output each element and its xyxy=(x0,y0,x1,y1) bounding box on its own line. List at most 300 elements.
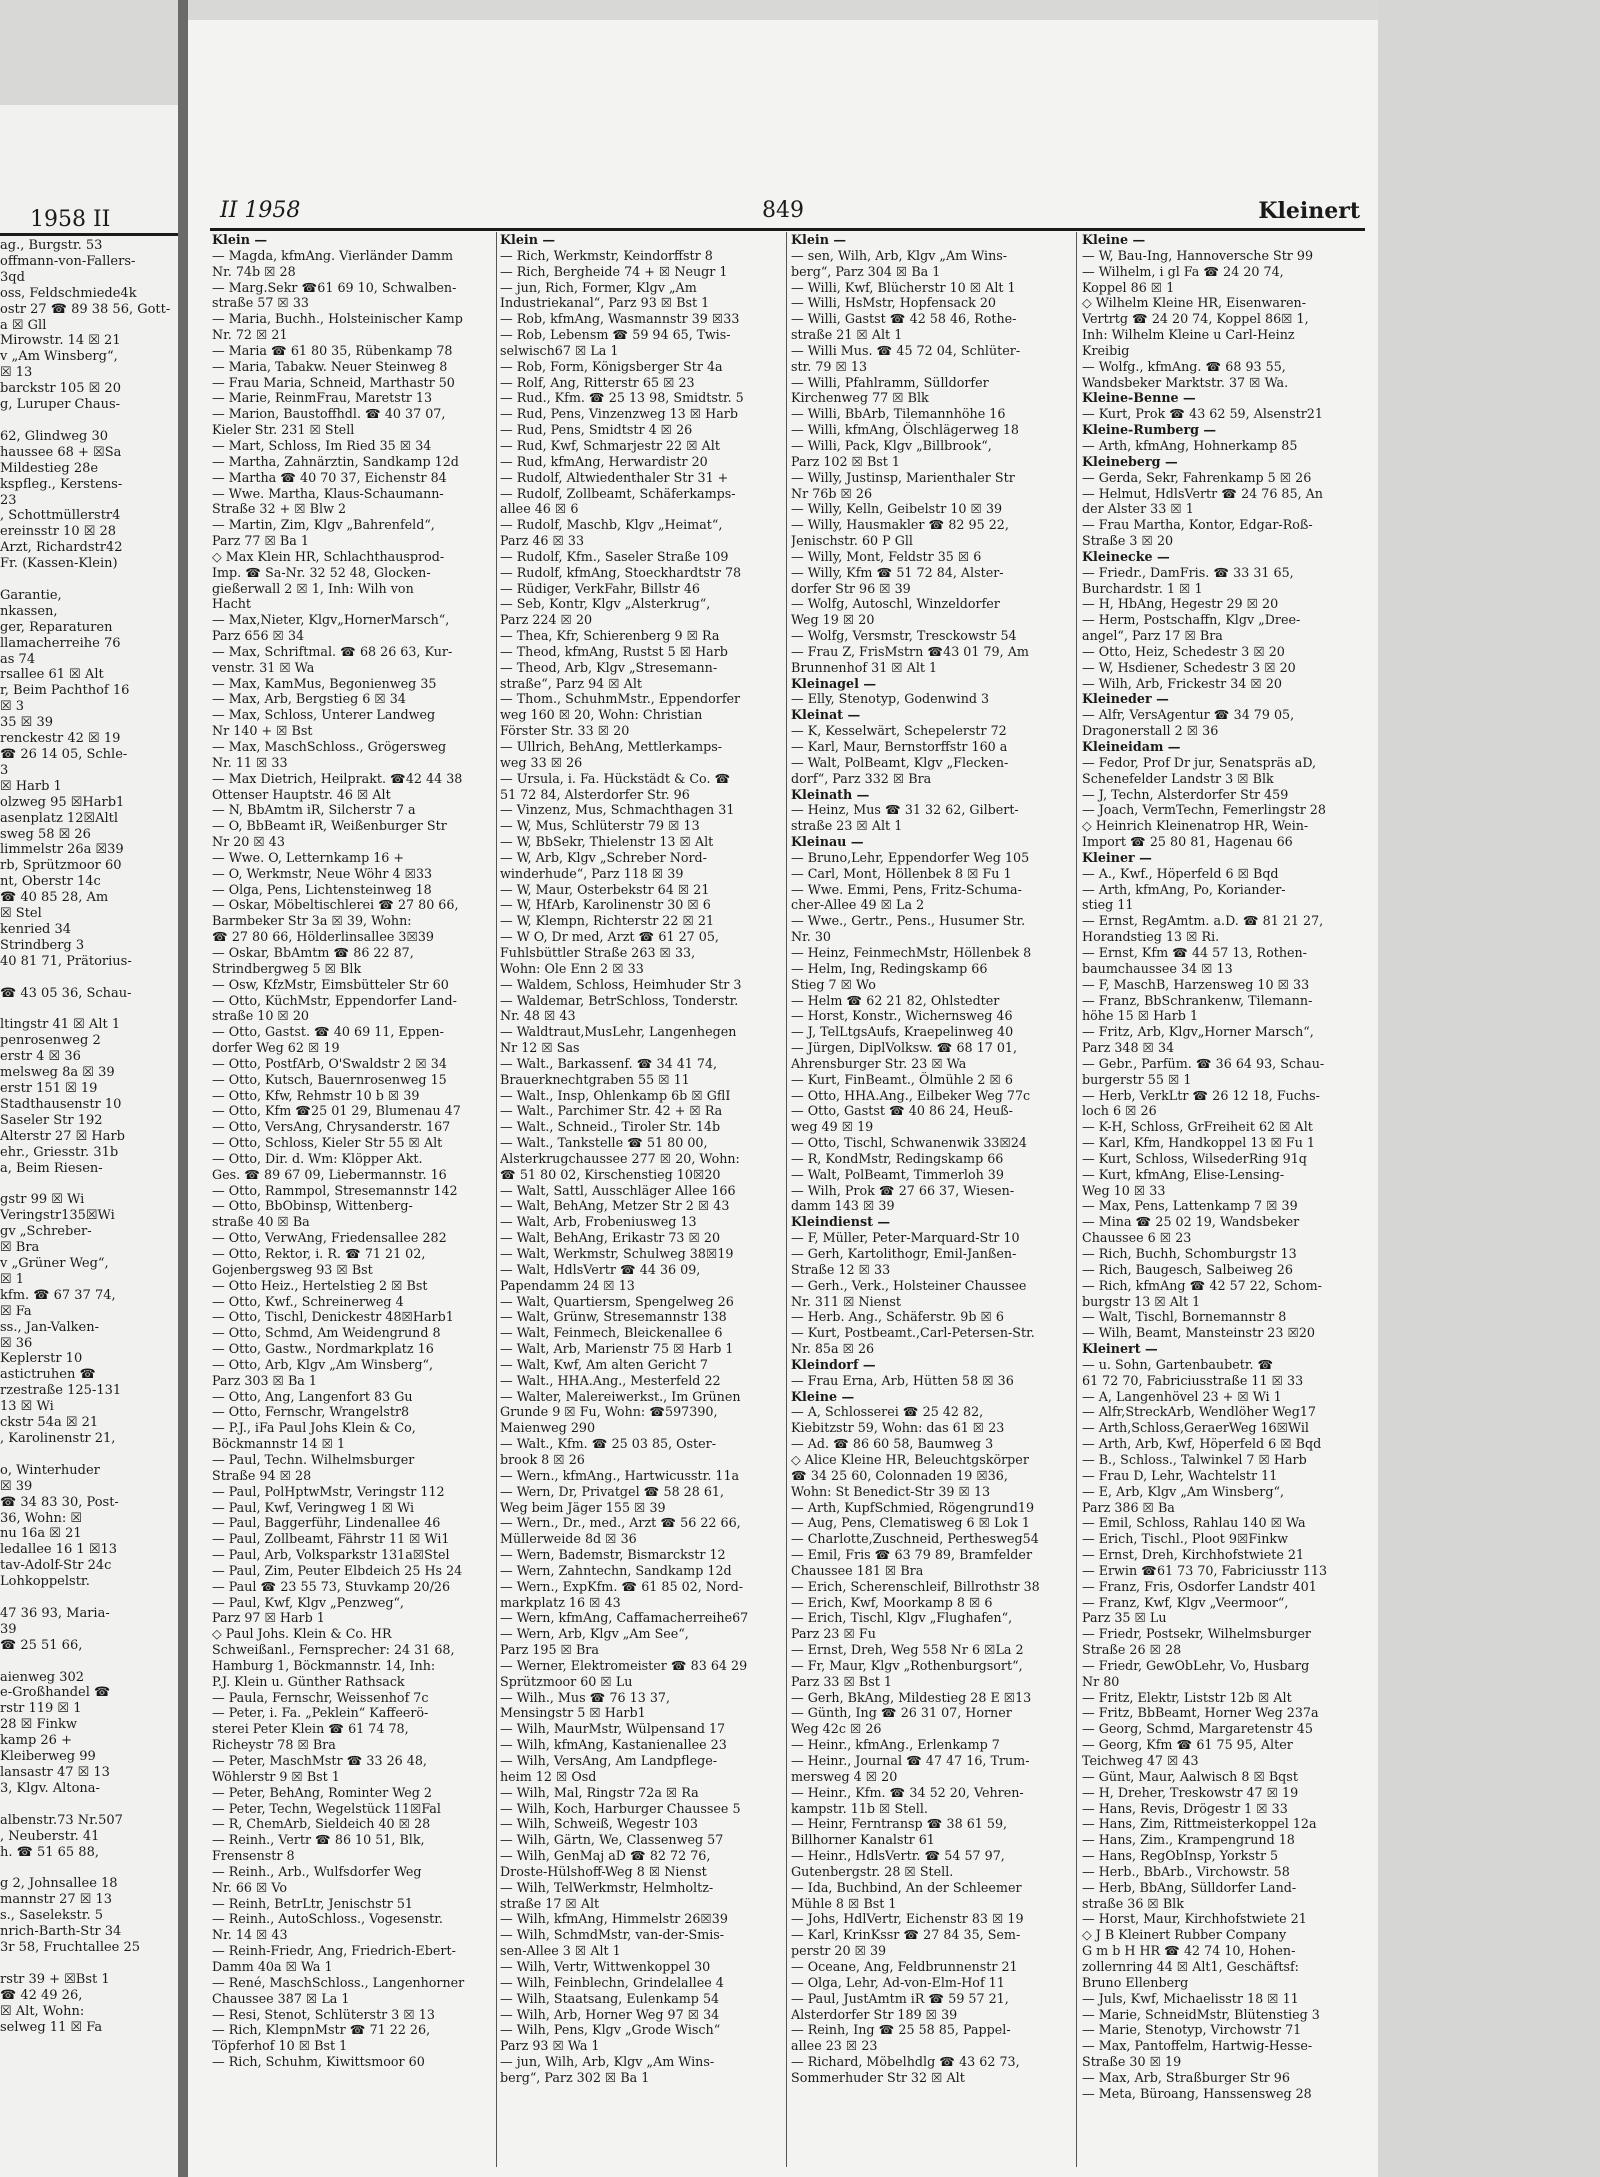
facing-page-line: ☒ 1 xyxy=(0,1271,25,1287)
facing-page-line: nt, Oberstr 14c xyxy=(0,874,101,890)
directory-entry: berg“, Parz 304 ☒ Ba 1 xyxy=(791,263,941,279)
directory-entry: Kleindienst — xyxy=(791,1214,891,1230)
directory-entry: — Friedr, GewObLehr, Vo, Husbarg xyxy=(1082,1657,1310,1673)
facing-page-line: aienweg 302 xyxy=(0,1669,85,1685)
directory-entry: Klein — xyxy=(791,232,847,247)
directory-entry: — Thea, Kfr, Schierenberg 9 ☒ Ra xyxy=(500,628,720,644)
facing-page-line xyxy=(0,1956,178,1972)
directory-entry: — Willi, BbArb, Tilemannhöhe 16 xyxy=(791,406,1006,422)
directory-entry: — Paula, Fernschr, Weissenhof 7c xyxy=(212,1689,429,1705)
facing-page-line: oss, Feldschmiede4k xyxy=(0,285,137,301)
facing-page-line: rzestraße 125-131 xyxy=(0,1383,122,1399)
facing-page-line: Arzt, Richardstr42 xyxy=(0,540,123,556)
running-header-keyword: Kleinert xyxy=(1258,198,1360,224)
directory-entry: — Gerh, Kartolithogr, Emil-Janßen- xyxy=(791,1246,1017,1261)
directory-entry: — Otto, Schloss, Kieler Str 55 ☒ Alt xyxy=(212,1135,443,1151)
directory-entry: — Otto, Fernschr, Wrangelstr8 xyxy=(212,1404,410,1420)
facing-page-line: nkassen, xyxy=(0,603,58,619)
directory-entry: dorfer Str 96 ☒ 39 xyxy=(791,580,911,596)
directory-entry: — Willy, Mont, Feldstr 35 ☒ 6 xyxy=(791,548,982,564)
directory-entry: — Wilh, MaurMstr, Wülpensand 17 xyxy=(500,1721,726,1737)
directory-entry: — Walt, HdlsVertr ☎ 44 36 09, xyxy=(500,1261,701,1277)
directory-entry: — Marie, SchneidMstr, Blütenstieg 3 xyxy=(1082,2006,1320,2022)
directory-entry: Parz 656 ☒ 34 xyxy=(212,628,305,644)
facing-page-line: Garantie, xyxy=(0,587,62,603)
directory-entry: — Helmut, HdlsVertr ☎ 24 76 85, An xyxy=(1082,485,1323,501)
directory-entry: — Wolfg, Versmstr, Tresckowstr 54 xyxy=(791,628,1017,644)
directory-entry: — Rob, kfmAng, Wasmannstr 39 ☒33 xyxy=(500,311,740,327)
directory-entry: — Paul, Techn. Wilhelmsburger xyxy=(212,1451,415,1467)
directory-entry: — Wilh, SchmdMstr, van-der-Smis- xyxy=(500,1927,725,1943)
directory-entry: — Frau Z, FrisMstrn ☎43 01 79, Am xyxy=(791,643,1029,659)
directory-entry: — Paul, Zim, Peuter Elbdeich 25 Hs 24 xyxy=(212,1562,463,1578)
directory-entry: P.J. Klein u. Günther Rathsack xyxy=(212,1673,405,1689)
directory-entry: weg 49 ☒ 19 xyxy=(791,1119,874,1135)
directory-entry: — Erich, Tischl, Klgv „Flughafen“, xyxy=(791,1610,1013,1626)
facing-page-line: albenstr.73 Nr.507 xyxy=(0,1812,123,1828)
directory-entry: — Rüdiger, VerkFahr, Billstr 46 xyxy=(500,580,701,596)
directory-entry: — Otto, Gastw., Nordmarkplatz 16 xyxy=(212,1341,434,1357)
directory-entry: gießerwall 2 ☒ 1, Inh: Wilh von xyxy=(212,580,414,596)
directory-entry: — H, HbAng, Hegestr 29 ☒ 20 xyxy=(1082,596,1279,612)
directory-entry: — Willi, kfmAng, Ölschlägerweg 18 xyxy=(791,422,1020,438)
facing-page-line: ☎ 40 85 28, Am xyxy=(0,890,109,906)
directory-entry: — Rudolf, Kfm., Saseler Straße 109 xyxy=(500,548,729,564)
directory-entry: — Wern., kfmAng., Hartwicusstr. 11a xyxy=(500,1467,740,1483)
directory-entry: — Ida, Buchbind, An der Schleemer xyxy=(791,1879,1022,1895)
directory-entry: — Wern, Dr, Privatgel ☎ 58 28 61, xyxy=(500,1483,725,1499)
directory-entry: — Paul, Baggerführ, Lindenallee 46 xyxy=(212,1515,441,1531)
directory-entry: — O, BbBeamt iR, Weißenburger Str xyxy=(212,818,447,834)
directory-entry: — Wilh, Vertr, Wittwenkoppel 30 xyxy=(500,1958,711,1974)
directory-entry: straße 21 ☒ Alt 1 xyxy=(791,327,903,343)
facing-page-line: ostr 27 ☎ 89 38 56, Gott- xyxy=(0,301,171,317)
directory-entry: straße 36 ☒ Blk xyxy=(1082,1895,1184,1911)
directory-entry: — Walt, Kwf, Am alten Gericht 7 xyxy=(500,1356,708,1372)
directory-entry: — Reinh., Vertr ☎ 86 10 51, Blk, xyxy=(212,1832,425,1848)
directory-entry: — Otto, Rammpol, Stresemannstr 142 xyxy=(212,1182,458,1198)
directory-entry: — Herb. Ang., Schäferstr. 9b ☒ 6 xyxy=(791,1309,1004,1325)
facing-page-line: ☒ Alt, Wohn: xyxy=(0,2003,85,2019)
directory-entry: — Wilh, Beamt, Mansteinstr 23 ☒20 xyxy=(1082,1325,1315,1341)
directory-entry: Billhorner Kanalstr 61 xyxy=(791,1832,935,1848)
directory-entry: Stieg 7 ☒ Wo xyxy=(791,976,876,992)
directory-entry: — Martha, Zahnärztin, Sandkamp 12d xyxy=(212,453,459,469)
directory-entry: — Willi, Pack, Klgv „Billbrook“, xyxy=(791,437,992,453)
directory-entry: Müllerweide 8d ☒ 36 xyxy=(500,1531,637,1547)
facing-page-line: melsweg 8a ☒ 39 xyxy=(0,1065,115,1081)
directory-entry: — F, Müller, Peter-Marquard-Str 10 xyxy=(791,1230,1020,1246)
directory-entry: Nr 80 xyxy=(1082,1673,1120,1689)
directory-entry: — Max, Schriftmal. ☎ 68 26 63, Kur- xyxy=(212,643,453,659)
directory-entry: — Otto, VersAng, Chrysanderstr. 167 xyxy=(212,1119,451,1135)
directory-entry: Weg 42c ☒ 26 xyxy=(791,1721,882,1737)
directory-entry: Wandsbeker Marktstr. 37 ☒ Wa. xyxy=(1082,374,1289,390)
directory-entry: Parz 35 ☒ Lu xyxy=(1082,1610,1167,1626)
facing-page-line: v „Grüner Weg“, xyxy=(0,1256,109,1271)
directory-entry: — Max, Pantoffelm, Hartwig-Hesse- xyxy=(1082,2038,1313,2054)
facing-page-line: lansastr 47 ☒ 13 xyxy=(0,1765,110,1780)
directory-entry: — Frau Martha, Kontor, Edgar-Roß- xyxy=(1082,517,1313,533)
directory-entry: kampstr. 11b ☒ Stell. xyxy=(791,1800,928,1816)
directory-entry: — Wwe. O, Letternkamp 16 + xyxy=(212,849,405,865)
directory-entry: Hamburg 1, Böckmannstr. 14, Inh: xyxy=(212,1657,436,1673)
directory-entry: — Waldemar, BetrSchloss, Tonderstr. xyxy=(500,992,739,1008)
directory-entry: Straße 94 ☒ 28 xyxy=(212,1467,312,1483)
facing-page-line: ☎ 26 14 05, Schle- xyxy=(0,747,128,762)
directory-entry: Weg beim Jäger 155 ☒ 39 xyxy=(500,1499,666,1515)
directory-entry: — Wilh, Koch, Harburger Chaussee 5 xyxy=(500,1800,741,1816)
facing-page-line: ☎ 25 51 66, xyxy=(0,1637,83,1653)
directory-entry: — Gebr., Parfüm. ☎ 36 64 93, Schau- xyxy=(1082,1055,1325,1071)
directory-entry: — Willi Mus. ☎ 45 72 04, Schlüter- xyxy=(791,342,1021,358)
directory-entry: höhe 15 ☒ Harb 1 xyxy=(1082,1008,1199,1024)
directory-entry: — Wilh, Staatsang, Eulenkamp 54 xyxy=(500,1990,720,2006)
directory-entry: zollernring 44 ☒ Alt1, Geschäftsf: xyxy=(1082,1958,1299,1974)
directory-column-3 xyxy=(791,232,1071,2167)
directory-entry: ◇ Alice Kleine HR, Beleuchtgskörper xyxy=(791,1451,1029,1467)
directory-entry: — Rudolf, Maschb, Klgv „Heimat“, xyxy=(500,517,723,533)
facing-page-line: haussee 68 + ☒Sa xyxy=(0,444,122,460)
directory-entry: — Peter, MaschMstr ☎ 33 26 48, xyxy=(212,1753,427,1768)
facing-page-text xyxy=(0,238,178,2035)
directory-entry: Straße 30 ☒ 19 xyxy=(1082,2054,1182,2070)
directory-entry: — Wilh, Prok ☎ 27 66 37, Wiesen- xyxy=(791,1182,1015,1198)
directory-entry: — Maria, Buchh., Holsteinischer Kamp xyxy=(212,311,463,327)
facing-page-line xyxy=(0,572,178,588)
directory-entry: — Helm, Ing, Redingskamp 66 xyxy=(791,960,988,976)
facing-page-line: mannstr 27 ☒ 13 xyxy=(0,1892,113,1908)
directory-entry: Alsterkrugchaussee 277 ☒ 20, Wohn: xyxy=(500,1150,740,1166)
directory-entry: — Hans, Zim, Rittmeisterkoppel 12a xyxy=(1082,1816,1317,1832)
directory-entry: — Emil, Schloss, Rahlau 140 ☒ Wa xyxy=(1082,1515,1306,1531)
directory-entry: Imp. ☎ Sa-Nr. 32 52 48, Glocken- xyxy=(212,564,431,580)
directory-entry: — Wolfg., kfmAng. ☎ 68 93 55, xyxy=(1082,358,1286,374)
directory-entry: — René, MaschSchloss., Langenhorner xyxy=(212,1974,465,1990)
directory-entry: — O, Werkmstr, Neue Wöhr 4 ☒33 xyxy=(212,865,433,881)
directory-entry: Industriekanal“, Parz 93 ☒ Bst 1 xyxy=(500,295,710,311)
facing-page-line: nrich-Barth-Str 34 xyxy=(0,1924,122,1940)
directory-entry: Förster Str. 33 ☒ 20 xyxy=(500,723,630,739)
scan-background xyxy=(1378,0,1600,2177)
directory-entry: baumchaussee 34 ☒ 13 xyxy=(1082,960,1233,976)
facing-page-line: 40 81 71, Prätorius- xyxy=(0,953,132,969)
directory-entry: — W, Arb, Klgv „Schreber Nord- xyxy=(500,849,707,865)
directory-entry: Chaussee 181 ☒ Bra xyxy=(791,1562,924,1578)
directory-entry: — Heinr., HdlsVertr. ☎ 54 57 97, xyxy=(791,1848,1005,1864)
directory-entry: 51 72 84, Alsterdorfer Str. 96 xyxy=(500,786,690,802)
directory-entry: — Rich, Baugesch, Salbeiweg 26 xyxy=(1082,1261,1293,1277)
directory-entry: berg“, Parz 302 ☒ Ba 1 xyxy=(500,2069,650,2085)
directory-entry: — Horst, Konstr., Wichernsweg 46 xyxy=(791,1008,1013,1024)
directory-entry: — Otto, Gastst. ☎ 40 69 11, Eppen- xyxy=(212,1024,444,1040)
directory-entry: — Wern., ExpKfm. ☎ 61 85 02, Nord- xyxy=(500,1578,743,1594)
directory-entry: Kiebitzstr 59, Wohn: das 61 ☒ 23 xyxy=(791,1420,1005,1436)
directory-entry: Nr. 11 ☒ 33 xyxy=(212,754,288,770)
facing-page-line: kamp 26 + xyxy=(0,1733,72,1749)
directory-entry: Parz 23 ☒ Fu xyxy=(791,1626,876,1642)
facing-page-line: ☎ 34 83 30, Post- xyxy=(0,1494,119,1510)
directory-entry: Chaussee 387 ☒ La 1 xyxy=(212,1990,350,2006)
directory-entry: — Richard, Möbelhdlg ☎ 43 62 73, xyxy=(791,2054,1020,2070)
directory-entry: — Kurt, Postbeamt.,Carl-Petersen-Str. xyxy=(791,1325,1035,1341)
directory-entry: — Georg, Kfm ☎ 61 75 95, Alter xyxy=(1082,1737,1293,1753)
directory-entry: — Olga, Lehr, Ad-von-Elm-Hof 11 xyxy=(791,1974,1005,1990)
facing-page-line: astictruhen ☎ xyxy=(0,1367,96,1383)
directory-column-1 xyxy=(212,232,492,2167)
directory-entry: Nr. 48 ☒ 43 xyxy=(500,1008,576,1024)
directory-entry: — Fritz, BbBeamt, Horner Weg 237a xyxy=(1082,1705,1319,1721)
directory-entry: ◇ Max Klein HR, Schlachthausprod- xyxy=(212,548,445,564)
directory-entry: ☎ 34 25 60, Colonnaden 19 ☒36, xyxy=(791,1467,1008,1483)
directory-entry: — Kurt, FinBeamt., Ölmühle 2 ☒ 6 xyxy=(791,1071,1013,1087)
directory-entry: Kleiner — xyxy=(1082,849,1152,865)
facing-page-line: 35 ☒ 39 xyxy=(0,715,54,731)
directory-entry: — Günth, Ing ☎ 26 31 07, Horner xyxy=(791,1705,1012,1721)
directory-entry: heim 12 ☒ Osd xyxy=(500,1768,597,1784)
directory-entry: — Rich, Buchh, Schomburgstr 13 xyxy=(1082,1246,1297,1261)
directory-entry: — Ernst, Dreh, Weg 558 Nr 6 ☒La 2 xyxy=(791,1642,1024,1658)
directory-entry: — Max, Schloss, Unterer Landweg xyxy=(212,707,436,723)
directory-entry: — Günt, Maur, Aalwisch 8 ☒ Bqst xyxy=(1082,1768,1298,1784)
directory-entry: — Horst, Maur, Kirchhofstwiete 21 xyxy=(1082,1911,1307,1927)
directory-entry: — Wilh, TelWerkmstr, Helmholtz- xyxy=(500,1879,714,1895)
directory-entry: cher-Allee 49 ☒ La 2 xyxy=(791,897,925,913)
directory-entry: — Wilh, Pens, Klgv „Grode Wisch“ xyxy=(500,2022,721,2038)
facing-page-line: ☒ Harb 1 xyxy=(0,778,62,794)
facing-page-line: ☒ 36 xyxy=(0,1335,33,1351)
directory-entry: — Rich, KlempnMstr ☎ 71 22 26, xyxy=(212,2022,431,2038)
directory-entry: Parz 102 ☒ Bst 1 xyxy=(791,453,901,469)
directory-entry: — Otto, Kfw, Rehmstr 10 b ☒ 39 xyxy=(212,1087,420,1103)
directory-entry: — Oceane, Ang, Feldbrunnenstr 21 xyxy=(791,1958,1018,1974)
directory-entry: — W, Hsdiener, Schedestr 3 ☒ 20 xyxy=(1082,659,1296,675)
directory-entry: — Otto, VerwAng, Friedensallee 282 xyxy=(212,1230,447,1246)
directory-entry: — Mina ☎ 25 02 19, Wandsbeker xyxy=(1082,1214,1300,1230)
facing-page-line: llamacherreihe 76 xyxy=(0,635,121,651)
directory-entry: sterei Peter Klein ☎ 61 74 78, xyxy=(212,1721,409,1737)
facing-page-line: rb, Sprützmoor 60 xyxy=(0,858,122,874)
directory-entry: Parz 195 ☒ Bra xyxy=(500,1642,599,1658)
directory-entry: Brauerknechtgraben 55 ☒ 11 xyxy=(500,1071,690,1087)
directory-entry: — Reinh-Friedr, Ang, Friedrich-Ebert- xyxy=(212,1943,456,1959)
directory-entry: — Franz, Fris, Osdorfer Landstr 401 xyxy=(1082,1578,1317,1594)
directory-entry: — Fritz, Arb, Klgv„Horner Marsch“, xyxy=(1082,1024,1314,1040)
directory-entry: — Gerh, BkAng, Mildestieg 28 E ☒13 xyxy=(791,1689,1032,1705)
directory-entry: — Walt, Quartiersm, Spengelweg 26 xyxy=(500,1293,734,1309)
directory-entry: — R, KondMstr, Redingskamp 66 xyxy=(791,1150,1004,1166)
facing-page-line: Fr. (Kassen-Klein) xyxy=(0,556,118,572)
directory-entry: — Otto, Rektor, i. R. ☎ 71 21 02, xyxy=(212,1246,426,1261)
directory-entry: ◇ Paul Johs. Klein & Co. HR xyxy=(212,1626,392,1642)
facing-page-line xyxy=(0,1002,178,1018)
directory-entry: — Erich, Scherenschleif, Billrothstr 38 xyxy=(791,1578,1040,1594)
directory-entry: — Paul, Arb, Volksparkstr 131a☒Stel xyxy=(212,1547,450,1563)
facing-page-line xyxy=(0,1860,178,1876)
directory-entry: — A., Kwf., Höperfeld 6 ☒ Bqd xyxy=(1082,865,1279,881)
directory-entry: — Willi, Pfahlramm, Sülldorfer xyxy=(791,374,989,390)
directory-entry: — Ernst, Dreh, Kirchhofstwiete 21 xyxy=(1082,1547,1305,1563)
directory-entry: Parz 46 ☒ 33 xyxy=(500,533,585,549)
directory-entry: Nr. 30 xyxy=(791,929,831,945)
directory-entry: — Martha ☎ 40 70 37, Eichenstr 84 xyxy=(212,469,447,485)
directory-entry: burgstr 13 ☒ Alt 1 xyxy=(1082,1293,1201,1309)
directory-entry: — Paul, Zollbeamt, Fährstr 11 ☒ Wi1 xyxy=(212,1531,450,1547)
directory-entry: — jun, Rich, Former, Klgv „Am xyxy=(500,279,697,295)
directory-entry: Nr. 311 ☒ Nienst xyxy=(791,1293,901,1309)
directory-entry: — Elly, Stenotyp, Godenwind 3 xyxy=(791,691,990,707)
directory-entry: — Frau Maria, Schneid, Marthastr 50 xyxy=(212,374,455,390)
directory-entry: Töpferhof 10 ☒ Bst 1 xyxy=(212,2038,348,2054)
directory-entry: Parz 97 ☒ Harb 1 xyxy=(212,1610,325,1626)
directory-entry: Richeystr 78 ☒ Bra xyxy=(212,1737,336,1753)
facing-page-line: ☒ 13 xyxy=(0,365,33,381)
directory-entry: Kleine-Rumberg — xyxy=(1082,422,1217,438)
directory-entry: ◇ Heinrich Kleinenatrop HR, Wein- xyxy=(1082,818,1309,834)
directory-entry: — Gerda, Sekr, Fahrenkamp 5 ☒ 26 xyxy=(1082,469,1312,485)
running-header-volume: II 1958 xyxy=(220,198,301,223)
directory-entry: — Walt, BehAng, Erikastr 73 ☒ 20 xyxy=(500,1230,721,1246)
facing-page-line: limmelstr 26a ☒39 xyxy=(0,842,124,858)
facing-page-line: gv „Schreber- xyxy=(0,1224,92,1240)
directory-entry: — Otto, Heiz, Schedestr 3 ☒ 20 xyxy=(1082,643,1285,659)
directory-entry: — Rud, Kwf, Schmarjestr 22 ☒ Alt xyxy=(500,437,720,453)
directory-entry: Kreibig xyxy=(1082,342,1130,358)
directory-entry: — Vinzenz, Mus, Schmachthagen 31 xyxy=(500,802,735,818)
directory-entry: — Wilhelm, i gl Fa ☎ 24 20 74, xyxy=(1082,263,1284,279)
directory-entry: Import ☎ 25 80 81, Hagenau 66 xyxy=(1082,834,1293,850)
directory-entry: — Reinh, BetrLtr, Jenischstr 51 xyxy=(212,1895,413,1911)
directory-entry: weg 160 ☒ 20, Wohn: Christian xyxy=(500,707,703,723)
directory-entry: Gutenbergstr. 28 ☒ Stell. xyxy=(791,1863,954,1879)
facing-page-line: offmann-von-Fallers- xyxy=(0,253,136,269)
directory-entry: Kleinecke — xyxy=(1082,548,1170,564)
directory-entry: — K, Kesselwärt, Schepelerstr 72 xyxy=(791,723,1007,739)
directory-entry: — Hans, Revis, Drögestr 1 ☒ 33 xyxy=(1082,1800,1288,1816)
directory-entry: Kleineder — xyxy=(1082,691,1169,707)
directory-entry: — Rud, kfmAng, Herwardistr 20 xyxy=(500,453,708,469)
directory-entry: — Reinh, Ing ☎ 25 58 85, Pappel- xyxy=(791,2022,1011,2038)
facing-page-line: ☎ 42 49 26, xyxy=(0,1987,83,2003)
column-divider xyxy=(496,232,497,2167)
facing-page-line: erstr 4 ☒ 36 xyxy=(0,1049,81,1065)
facing-page-line: erstr 151 ☒ 19 xyxy=(0,1081,98,1097)
directory-entry: — Ernst, Kfm ☎ 44 57 13, Rothen- xyxy=(1082,944,1307,960)
directory-entry: — Wilh, Feinblechn, Grindelallee 4 xyxy=(500,1974,724,1990)
directory-entry: Jenischstr. 60 P Gll xyxy=(791,533,913,549)
directory-entry: ☎ 51 80 02, Kirschenstieg 10☒20 xyxy=(500,1166,721,1182)
directory-entry: — Wwe. Martha, Klaus-Schaumann- xyxy=(212,485,444,501)
directory-entry: — Marion, Baustoffhdl. ☎ 40 37 07, xyxy=(212,406,446,422)
directory-entry: — Paul, PolHptwMstr, Veringstr 112 xyxy=(212,1483,445,1499)
directory-entry: Nr 12 ☒ Sas xyxy=(500,1040,580,1056)
directory-entry: — Heinr., Kfm. ☎ 34 52 20, Vehren- xyxy=(791,1784,1024,1800)
directory-entry: Klein — xyxy=(212,232,268,247)
directory-entry: — Max, KamMus, Begonienweg 35 xyxy=(212,675,437,691)
facing-page-line xyxy=(0,413,178,429)
directory-entry: — Heinr., kfmAng., Erlenkamp 7 xyxy=(791,1737,1000,1753)
directory-entry: — Erwin ☎61 73 70, Fabriciusstr 113 xyxy=(1082,1562,1328,1578)
directory-entry: — Willi, Kwf, Blücherstr 10 ☒ Alt 1 xyxy=(791,279,1016,295)
directory-entry: — Martin, Zim, Klgv „Bahrenfeld“, xyxy=(212,517,435,533)
directory-entry: Parz 33 ☒ Bst 1 xyxy=(791,1673,892,1689)
directory-entry: Kleine — xyxy=(1082,232,1146,247)
directory-entry: straße 10 ☒ 20 xyxy=(212,1008,309,1024)
directory-entry: — Marie, Stenotyp, Virchowstr 71 xyxy=(1082,2022,1302,2038)
directory-entry: — Max,Nieter, Klgv„HornerMarsch“, xyxy=(212,612,450,628)
directory-entry: — Kurt, Prok ☎ 43 62 59, Alsenstr21 xyxy=(1082,406,1323,422)
directory-entry: — Walter, Malereiwerkst., Im Grünen xyxy=(500,1388,741,1404)
directory-entry: — Friedr., DamFris. ☎ 33 31 65, xyxy=(1082,564,1294,580)
facing-page-line xyxy=(0,1447,178,1463)
directory-entry: — Wern, Zahntechn, Sandkamp 12d xyxy=(500,1562,732,1578)
directory-entry: — J, Techn, Alsterdorfer Str 459 xyxy=(1082,786,1289,802)
directory-entry: Fuhlsbüttler Straße 263 ☒ 33, xyxy=(500,944,696,960)
directory-entry: — Rudolf, kfmAng, Stoeckhardtstr 78 xyxy=(500,564,742,580)
directory-entry: — Reinh., Arb., Wulfsdorfer Weg xyxy=(212,1863,422,1879)
facing-page-line: Saseler Str 192 xyxy=(0,1112,103,1128)
directory-entry: — Heinr., Journal ☎ 47 47 16, Trum- xyxy=(791,1753,1030,1768)
directory-entry: straße 23 ☒ Alt 1 xyxy=(791,818,903,834)
directory-entry: — Otto, HHA.Ang., Eilbeker Weg 77c xyxy=(791,1087,1031,1103)
directory-column-4 xyxy=(1082,232,1362,2167)
facing-page-line: tav-Adolf-Str 24c xyxy=(0,1558,112,1574)
directory-entry: — W, Maur, Osterbekstr 64 ☒ 21 xyxy=(500,881,710,897)
directory-entry: — Oskar, Möbeltischlerei ☎ 27 80 66, xyxy=(212,897,459,913)
directory-entry: — Otto Heiz., Hertelstieg 2 ☒ Bst xyxy=(212,1277,428,1293)
directory-entry: ◇ Wilhelm Kleine HR, Eisenwaren- xyxy=(1082,295,1306,311)
directory-entry: — Walt, Werkmstr, Schulweg 38☒19 xyxy=(500,1246,734,1261)
facing-page-line: kfm. ☎ 67 37 74, xyxy=(0,1287,116,1303)
directory-entry: — Otto, Kwf., Schreinerweg 4 xyxy=(212,1293,404,1309)
directory-entry: — Franz, Kwf, Klgv „Veermoor“, xyxy=(1082,1594,1289,1610)
directory-entry: perstr 20 ☒ 39 xyxy=(791,1943,887,1959)
directory-entry: — Resi, Stenot, Schlüterstr 3 ☒ 13 xyxy=(212,2006,435,2022)
facing-page-line: asenplatz 12☒Altl xyxy=(0,810,119,826)
directory-entry: — Aug, Pens, Clematisweg 6 ☒ Lok 1 xyxy=(791,1515,1030,1531)
facing-page-line: 13 ☒ Wi xyxy=(0,1399,54,1415)
directory-entry: — Wwe., Gertr., Pens., Husumer Str. xyxy=(791,913,1026,929)
facing-page-line: 3, Klgv. Altona- xyxy=(0,1780,100,1796)
directory-entry: — Paul, JustAmtm iR ☎ 59 57 21, xyxy=(791,1990,1009,2006)
directory-entry: — Maria ☎ 61 80 35, Rübenkamp 78 xyxy=(212,342,453,358)
directory-entry: Brunnenhof 31 ☒ Alt 1 xyxy=(791,659,938,675)
directory-entry: Kieler Str. 231 ☒ Stell xyxy=(212,422,355,438)
directory-entry: Barmbeker Str 3a ☒ 39, Wohn: xyxy=(212,913,412,929)
directory-entry: Bruno Ellenberg xyxy=(1082,1974,1189,1990)
directory-entry: — Peter, i. Fa. „Peklein“ Kaffeerö- xyxy=(212,1705,429,1721)
facing-page-line: ☒ 3 xyxy=(0,699,25,715)
directory-entry: G m b H HR ☎ 42 74 10, Hohen- xyxy=(1082,1943,1296,1959)
directory-entry: Parz 93 ☒ Wa 1 xyxy=(500,2038,600,2054)
facing-page-line: ledallee 16 1 ☒13 xyxy=(0,1542,118,1558)
facing-page-line: penrosenweg 2 xyxy=(0,1033,101,1049)
directory-entry: Hacht xyxy=(212,596,252,612)
directory-entry: Burchardstr. 1 ☒ 1 xyxy=(1082,580,1203,596)
facing-page-line: o, Winterhuder xyxy=(0,1462,100,1478)
directory-entry: — Frau Erna, Arb, Hütten 58 ☒ 36 xyxy=(791,1372,1014,1388)
directory-entry: — E, Arb, Klgv „Am Winsberg“, xyxy=(1082,1483,1285,1499)
directory-entry: Straße 26 ☒ 28 xyxy=(1082,1642,1182,1658)
directory-entry: — Peter, Techn, Wegelstück 11☒Fal xyxy=(212,1800,441,1816)
directory-entry: — Herb, VerkLtr ☎ 26 12 18, Fuchs- xyxy=(1082,1087,1320,1103)
directory-entry: Horandstieg 13 ☒ Ri. xyxy=(1082,929,1220,945)
facing-page-line: a ☒ Gll xyxy=(0,317,47,333)
directory-entry: straße 40 ☒ Ba xyxy=(212,1214,310,1230)
directory-entry: Parz 224 ☒ 20 xyxy=(500,612,593,628)
directory-entry: — u. Sohn, Gartenbaubetr. ☎ xyxy=(1082,1356,1274,1372)
column-divider xyxy=(1076,232,1077,2167)
